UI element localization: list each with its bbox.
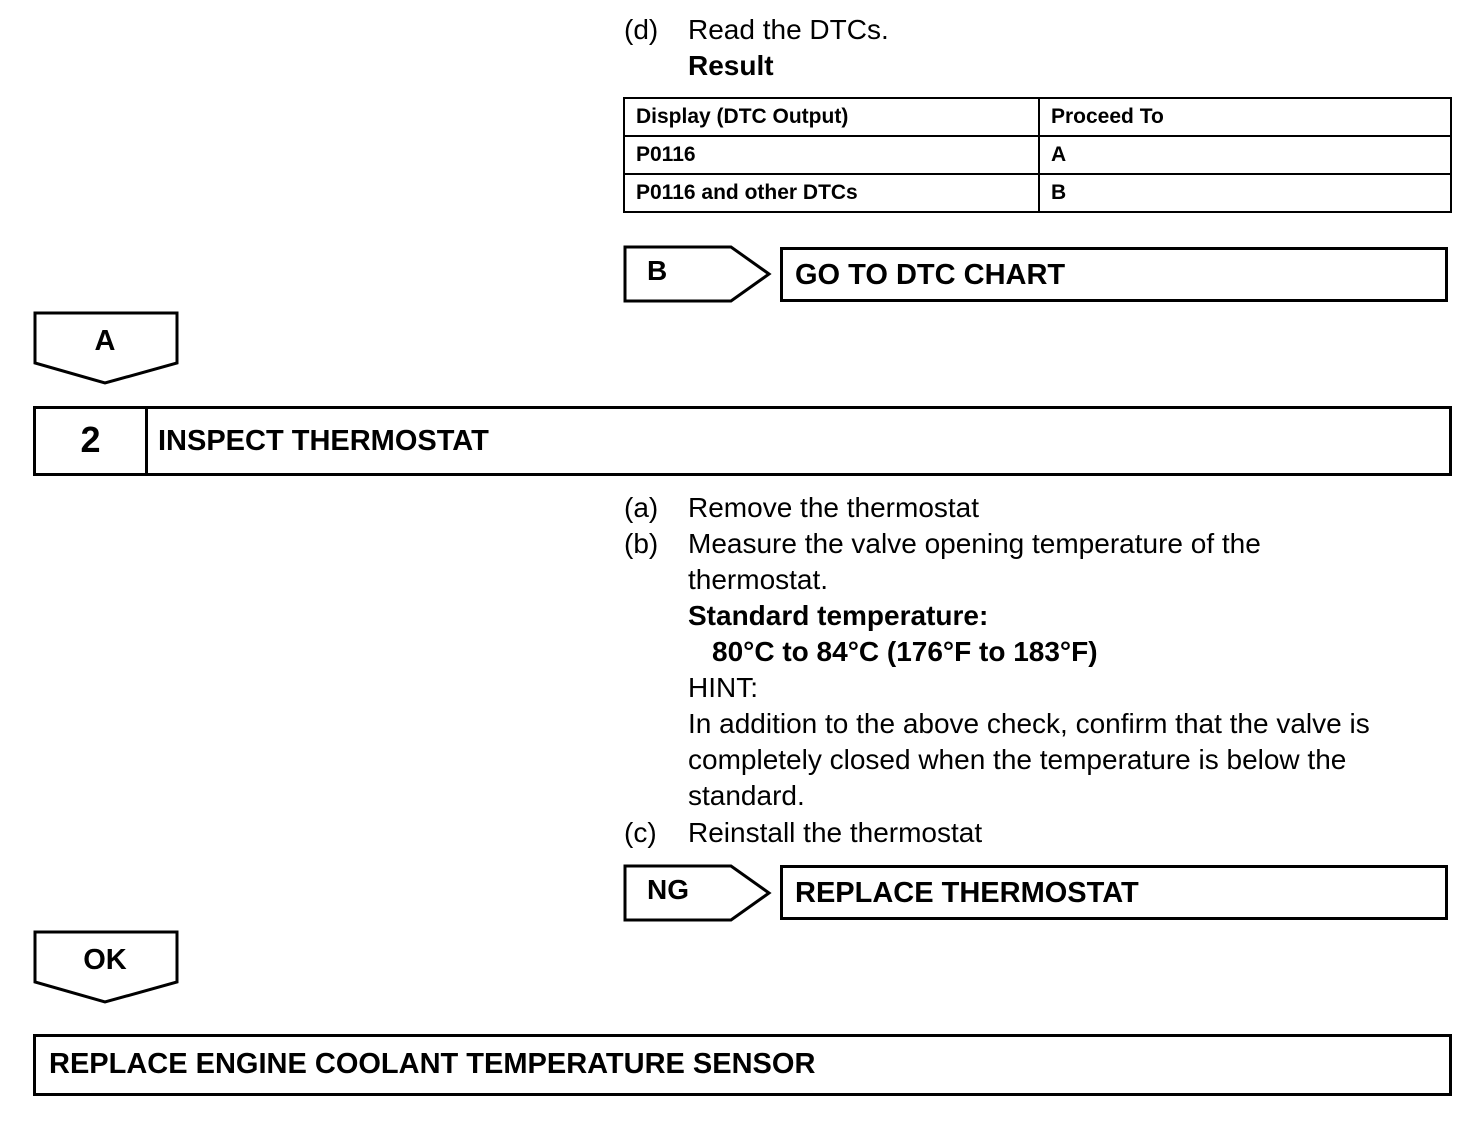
arrow-right-icon xyxy=(623,864,773,922)
step-d-text: Read the DTCs. xyxy=(688,14,889,45)
table-cell: P0116 xyxy=(624,136,1039,174)
step-c-letter: (c) xyxy=(624,817,657,848)
branch-ok-tag[interactable] xyxy=(33,930,179,1004)
replace-ect-sensor-box[interactable]: REPLACE ENGINE COOLANT TEMPERATURE SENSOR xyxy=(33,1034,1452,1096)
table-header-cell: Display (DTC Output) xyxy=(624,98,1039,136)
step-d-letter: (d) xyxy=(624,14,659,45)
branch-b-tag[interactable] xyxy=(623,245,773,303)
branch-ok-label: OK xyxy=(83,944,127,976)
table-header-row xyxy=(624,98,1451,136)
table-header-cell: Proceed To xyxy=(1039,98,1451,136)
table-row xyxy=(624,136,1451,174)
step-b-letter: (b) xyxy=(624,528,659,559)
step-number: 2 xyxy=(36,409,148,473)
branch-ng-label: NG xyxy=(647,874,689,905)
step-b-text-line2: thermostat. xyxy=(688,564,829,595)
table-cell: P0116 and other DTCs xyxy=(624,174,1039,212)
hint-label: HINT: xyxy=(688,672,758,703)
step-c-text: Reinstall the thermostat xyxy=(688,817,983,848)
go-to-dtc-chart-box[interactable]: GO TO DTC CHART xyxy=(780,247,1448,302)
step-b-text-line1: Measure the valve opening temperature of the xyxy=(688,528,1261,559)
table-cell: A xyxy=(1039,136,1451,174)
hint-line1: In addition to the above check, confirm that the valve is xyxy=(688,708,1370,739)
step-a-text: Remove the thermostat xyxy=(688,492,980,523)
table-cell: B xyxy=(1039,174,1451,212)
replace-thermostat-box[interactable]: REPLACE THERMOSTAT xyxy=(780,865,1448,920)
standard-value: 80°C to 84°C (176°F to 183°F) xyxy=(712,636,1098,667)
step-title: INSPECT THERMOSTAT xyxy=(158,425,489,457)
standard-label: Standard temperature: xyxy=(688,600,989,631)
result-table xyxy=(623,97,1452,213)
hint-line2: completely closed when the temperature is below the xyxy=(688,744,1347,775)
result-heading: Result xyxy=(688,50,774,81)
branch-ng-tag[interactable] xyxy=(623,864,773,922)
branch-b-label: B xyxy=(647,255,668,286)
step-2-header xyxy=(33,406,1452,476)
branch-a-tag[interactable] xyxy=(33,311,179,385)
branch-a-label: A xyxy=(94,325,116,357)
arrow-right-icon xyxy=(623,245,773,303)
step-a-letter: (a) xyxy=(624,492,659,523)
table-row xyxy=(624,174,1451,212)
hint-line3: standard. xyxy=(688,780,805,811)
